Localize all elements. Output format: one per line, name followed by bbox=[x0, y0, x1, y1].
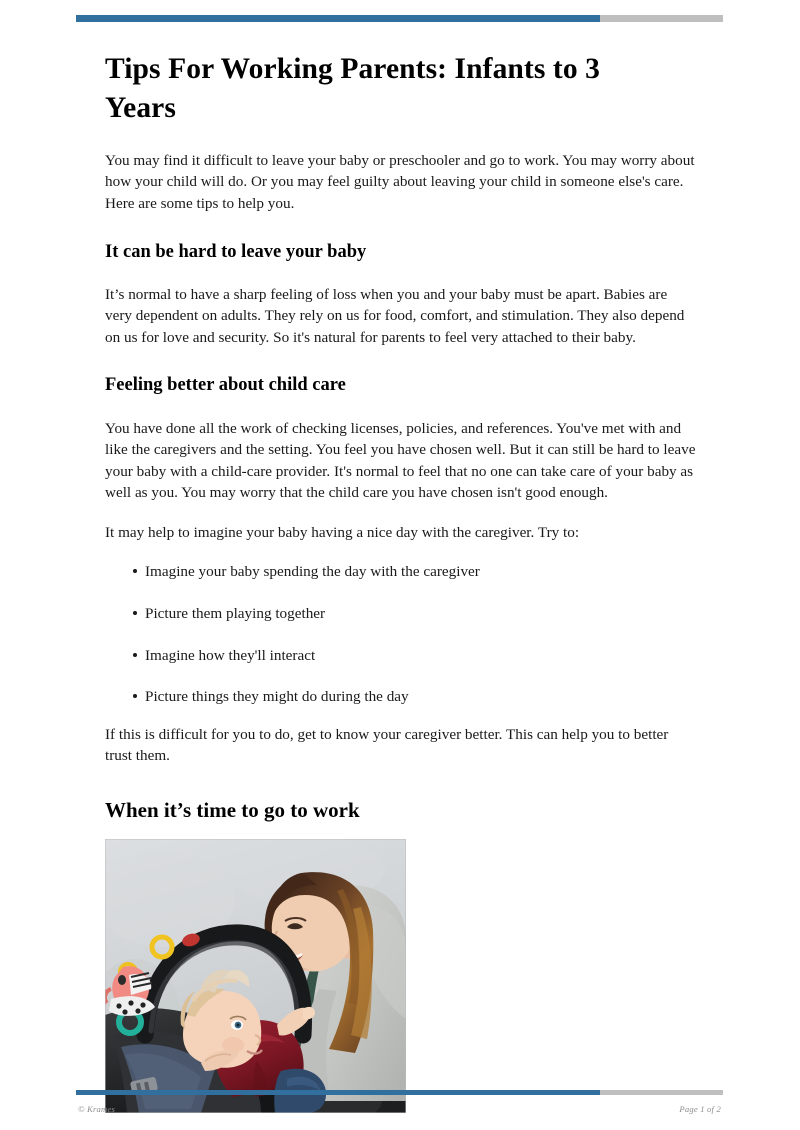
list-item bbox=[105, 645, 697, 667]
section-closing-paragraph: If this is difficult for you to do, get to know your caregiver better. This can help you to better trust them. bbox=[105, 725, 669, 765]
list-item-label: Imagine how they'll interact bbox=[145, 646, 316, 664]
list-item-label: Picture things they might do during the day bbox=[145, 688, 409, 706]
section-heading-child-care: Feeling better about child care bbox=[105, 375, 346, 396]
list-item-label: Imagine your baby spending the day with the caregiver bbox=[145, 563, 480, 581]
footer-copyright: © Krames bbox=[78, 1104, 116, 1114]
header-rule-gray-segment bbox=[600, 15, 723, 22]
tips-list bbox=[105, 561, 697, 707]
footer-rule bbox=[76, 1090, 723, 1095]
footer-row bbox=[76, 1104, 723, 1114]
list-item bbox=[105, 603, 697, 625]
intro-paragraph: You may find it difficult to leave your baby or preschooler and go to work. You may worry about how your child will do. Or you may feel guilty about leaving your child in someone else's care. Here are some tips to help you. bbox=[105, 151, 695, 213]
bullet-icon bbox=[133, 694, 137, 698]
header-rule-blue-segment bbox=[76, 15, 600, 22]
list-item bbox=[105, 561, 697, 583]
bullet-icon bbox=[133, 653, 137, 657]
list-item-label: Picture them playing together bbox=[145, 605, 326, 623]
section-heading-leaving-baby: It can be hard to leave your baby bbox=[105, 241, 367, 262]
footer-rule-gray-segment bbox=[600, 1090, 723, 1095]
footer-rule-blue-segment bbox=[76, 1090, 600, 1095]
list-lead-in-paragraph: It may help to imagine your baby having a nice day with the caregiver. Try to: bbox=[105, 523, 580, 541]
header-rule bbox=[76, 15, 723, 22]
document-content bbox=[105, 50, 697, 1113]
photo-illustration bbox=[105, 839, 406, 1113]
article-photo bbox=[105, 839, 406, 1113]
section-paragraph-leaving-baby: It’s normal to have a sharp feeling of loss when you and your baby must be apart. Babies are very dependent on adults. They rely on us for food, comfort, and stimulation. They also depend on us for love and security. So it's natural for parents to feel very attached to their baby. bbox=[105, 285, 685, 346]
list-item bbox=[105, 686, 697, 708]
page-title: Tips For Working Parents: Infants to 3 Years bbox=[105, 53, 601, 124]
bullet-icon bbox=[133, 569, 137, 573]
bullet-icon bbox=[133, 611, 137, 615]
section-heading-time-to-go-to-work: When it’s time to go to work bbox=[105, 797, 360, 822]
page-footer bbox=[76, 1090, 723, 1114]
footer-page-number: Page 1 of 2 bbox=[679, 1104, 721, 1114]
section-paragraph-child-care: You have done all the work of checking licenses, policies, and references. You've met with and like the caregivers and the setting. You feel you have chosen well. But it can still be hard to leave your baby with a child-care provider. It's normal to feel that no one can take care of your baby as well as you. You may worry that the child care you have chosen isn't good enough. bbox=[105, 419, 696, 502]
